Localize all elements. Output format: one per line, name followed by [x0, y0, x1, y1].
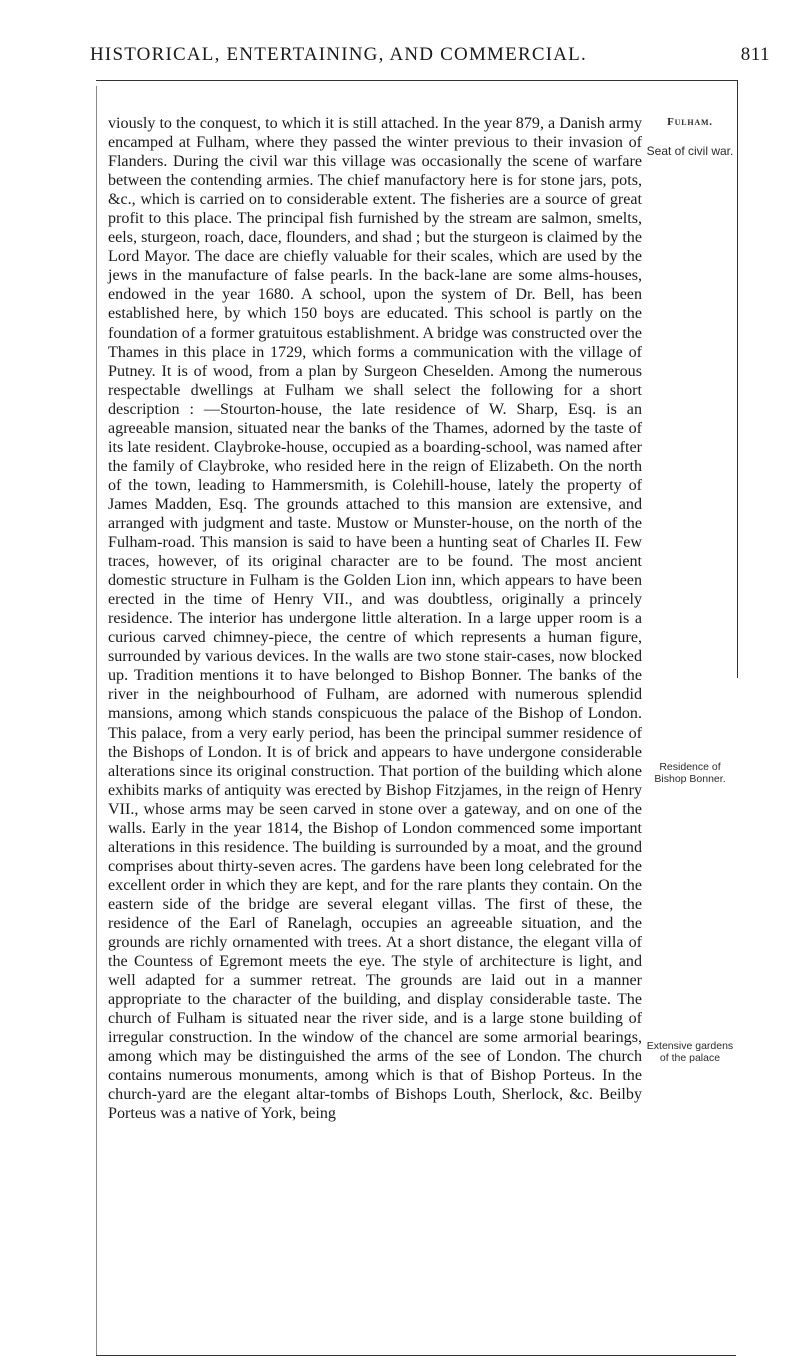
running-title: HISTORICAL, ENTERTAINING, AND COMMERCIAL. [90, 44, 587, 65]
margin-note-seat-of-war: Seat of civil war. [646, 144, 734, 158]
frame-rule-right [737, 80, 738, 678]
frame-rule-bottom [96, 1355, 736, 1356]
frame-rule-top [96, 80, 738, 81]
main-text [108, 114, 642, 1123]
margin-note-bishop-bonner: Residence of Bishop Bonner. [654, 761, 726, 785]
frame-rule-left [96, 86, 97, 1356]
running-head [90, 44, 780, 70]
body-paragraph: viously to the conquest, to which it is still attached. In the year 879, a Danish army encamped at Fulham, where they passed the winter previous to their invasion of Flanders. During the civil war this village was occasionally the scene of warfare between the contending armies. The chief manufactory here is for stone jars, pots, &c., which is carried on to considerable extent. The fisheries are a source of great profit to this place. The principal fish furnished by the stream are salmon, smelts, eels, sturgeon, roach, dace, flounders, and shad ; but the sturgeon is claimed by the Lord Mayor. The dace are chiefly valuable for their scales, which are used by the jews in the manufacture of false pearls. In the back-lane are some alms-houses, endowed in the year 1680. A school, upon the system of Dr. Bell, has been established here, by which 150 boys are educated. This school is partly on the foundation of a former gratuitous establishment. A bridge was constructed over the Thames in this place in 1729, which forms a communication with the village of Putney. It is of wood, from a plan by Surgeon Cheselden. Among the numerous respectable dwellings at Fulham we shall select the following for a short description : —Stourton-house, the late residence of W. Sharp, Esq. is an agreeable mansion, situated near the banks of the Thames, adorned by the taste of its late resident. Claybroke-house, occupied as a boarding-school, was named after the family of Claybroke, who resided here in the reign of Elizabeth. On the north of the town, leading to Hammersmith, is Colehill-house, lately the property of James Madden, Esq. The grounds attached to this mansion are extensive, and arranged with judgment and taste. Mustow or Munster-house, on the north of the Fulham-road. This mansion is said to have been a hunting seat of Charles II. Few traces, however, of its original character are to be found. The most ancient domestic structure in Fulham is the Golden Lion inn, which appears to have been erected in the time of Henry VII., and was doubtless, originally a princely residence. The interior has undergone little alteration. In a large upper room is a curious carved chimney-piece, the centre of which represents a human figure, surrounded by various devices. In the walls are two stone stair-cases, now blocked up. Tradition mentions it to have belonged to Bishop Bonner. The banks of the river in the neighbourhood of Fulham, are adorned with numerous splendid mansions, among which stands conspicuous the palace of the Bishop of London. This palace, from a very early period, has been the principal summer residence of the Bishops of London. It is of brick and appears to have undergone considerable alterations since its original construction. That portion of the building which alone exhibits marks of antiquity was erected by Bishop Fitzjames, in the reign of Henry VII., whose arms may be seen carved in stone over a gateway, and on one of the walls. Early in the year 1814, the Bishop of London commenced some important alterations in this residence. The building is surrounded by a moat, and the ground comprises about thirty-seven acres. The gardens have been long celebrated for the excellent order in which they are kept, and for the rare plants they contain. On the eastern side of the bridge are several elegant villas. The first of these, the residence of the Earl of Ranelagh, occupies an agreeable situation, and the grounds are richly ornamented with trees. At a short distance, the elegant villa of the Countess of Egremont meets the eye. The style of architecture is light, and well adapted for a summer retreat. The grounds are laid out in a manner appropriate to the character of the building, and display considerable taste. The church of Fulham is situated near the river side, and is a large stone building of irregular construction. In the window of the chancel are some armorial bearings, among which may be distinguished the arms of the see of London. The church contains numerous monuments, among which is that of Bishop Porteus. In the church-yard are the elegant altar-tombs of Bishops Louth, Sherlock, &c. Beilby Porteus was a native of York, being [108, 115, 642, 1123]
margin-note-palace-gardens: Extensive gardens of the palace [646, 1040, 734, 1064]
margin-section-heading: Fulham. [667, 116, 713, 128]
page-number: 811 [740, 44, 770, 65]
